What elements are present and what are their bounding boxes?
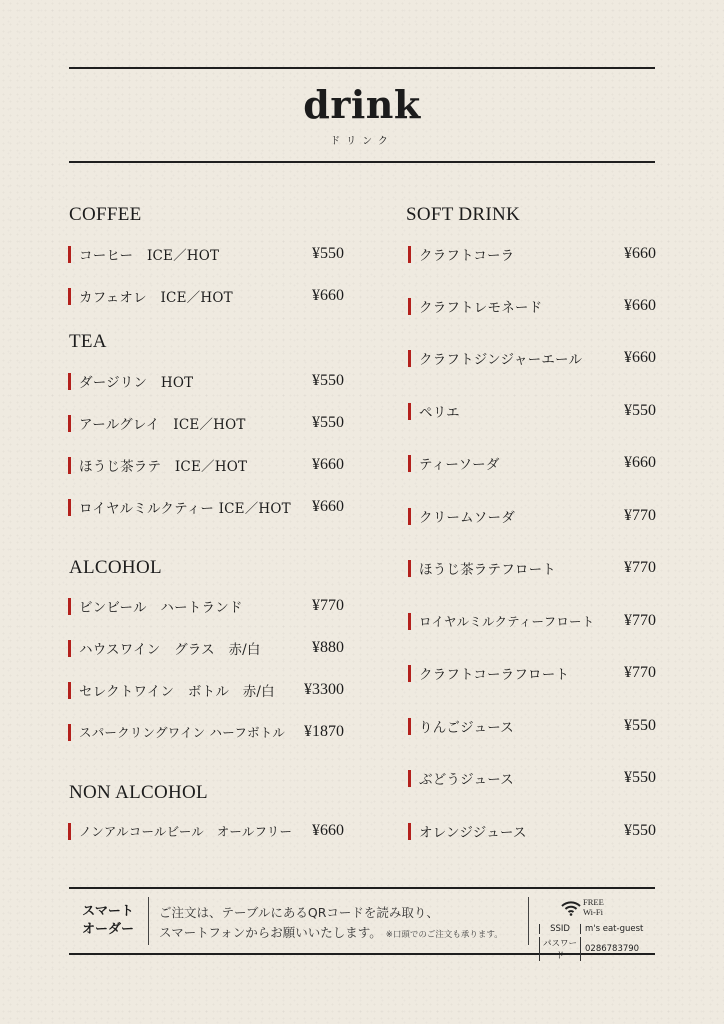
item-price: ¥3300: [304, 681, 344, 698]
item-marker: [408, 350, 411, 367]
item-marker: [408, 665, 411, 682]
menu-item: [408, 453, 656, 473]
ssid-value: m's eat-guest: [585, 924, 644, 934]
item-price: ¥660: [624, 349, 656, 366]
section-title-coffee: COFFEE: [69, 204, 142, 225]
item-name: ペリエ: [419, 405, 460, 421]
item-name: ダージリン HOT: [79, 375, 194, 391]
item-marker: [68, 457, 71, 474]
item-price: ¥550: [312, 245, 344, 262]
item-price: ¥770: [624, 559, 656, 576]
verbal-order-note: ※口頭でのご注文も承ります。: [385, 930, 503, 940]
password-label: パスワード: [539, 937, 581, 961]
item-name: クラフトコーラフロート: [419, 667, 570, 683]
item-name: ノンアルコールビール オールフリー: [79, 824, 293, 839]
item-marker: [408, 613, 411, 630]
item-marker: [68, 640, 71, 657]
item-name: ロイヤルミルクティー ICE／HOT: [79, 501, 291, 517]
item-marker: [408, 770, 411, 787]
menu-item: [68, 722, 344, 742]
menu-item: [408, 611, 656, 631]
order-instructions-line2: スマートフォンからお願いいたします。: [159, 925, 382, 940]
item-marker: [68, 823, 71, 840]
wifi-label: Wi-Fi: [583, 907, 603, 917]
item-price: ¥660: [312, 456, 344, 473]
item-price: ¥660: [312, 287, 344, 304]
item-price: ¥660: [624, 297, 656, 314]
section-title-tea: TEA: [69, 331, 107, 352]
item-marker: [68, 682, 71, 699]
item-name: ぶどうジュース: [419, 772, 514, 788]
item-marker: [408, 823, 411, 840]
item-marker: [68, 499, 71, 516]
menu-item: [68, 638, 344, 658]
section-title-soft-drink: SOFT DRINK: [406, 204, 521, 225]
menu-item: [68, 244, 344, 264]
menu-item: [408, 558, 656, 578]
item-marker: [408, 718, 411, 735]
order-instructions: [159, 903, 503, 945]
item-name: クラフトレモネード: [419, 300, 543, 316]
header-bottom-rule: [69, 161, 655, 163]
item-price: ¥770: [312, 597, 344, 614]
item-price: ¥660: [312, 498, 344, 515]
menu-item: [408, 821, 656, 841]
smart-order-line2: オーダー: [81, 922, 134, 937]
menu-item: [408, 663, 656, 683]
item-name: クリームソーダ: [419, 510, 515, 526]
item-marker: [68, 288, 71, 305]
item-marker: [68, 724, 71, 741]
item-name: りんごジュース: [419, 720, 514, 736]
smart-order-label: [69, 889, 147, 953]
menu-item: [408, 401, 656, 421]
menu-item: [408, 768, 656, 788]
item-price: ¥550: [624, 402, 656, 419]
smart-order-line1: スマート: [82, 904, 134, 919]
item-price: ¥550: [624, 717, 656, 734]
item-price: ¥1870: [304, 723, 344, 740]
menu-item: [68, 821, 344, 841]
ssid-row: [539, 924, 643, 934]
item-price: ¥550: [624, 822, 656, 839]
item-price: ¥550: [624, 769, 656, 786]
item-name: クラフトコーラ: [419, 248, 515, 264]
item-price: ¥660: [624, 245, 656, 262]
item-marker: [408, 298, 411, 315]
item-name: カフェオレ ICE／HOT: [79, 290, 233, 306]
menu-item: [68, 286, 344, 306]
item-price: ¥770: [624, 507, 656, 524]
wifi-badge: [583, 897, 604, 917]
password-value: 0286783790: [585, 944, 640, 954]
item-name: ロイヤルミルクティーフロート: [419, 614, 595, 629]
item-price: ¥660: [624, 454, 656, 471]
item-name: アールグレイ ICE／HOT: [79, 417, 246, 433]
menu-item: [408, 296, 656, 316]
item-price: ¥770: [624, 612, 656, 629]
password-row: [539, 937, 639, 961]
menu-item: [68, 371, 344, 391]
item-price: ¥770: [624, 664, 656, 681]
menu-item: [408, 348, 656, 368]
wifi-icon: [561, 900, 581, 916]
ssid-label: SSID: [539, 924, 581, 934]
menu-item: [408, 244, 656, 264]
item-price: ¥880: [312, 639, 344, 656]
item-name: スパークリングワイン ハーフボトル: [79, 725, 286, 740]
item-name: オレンジジュース: [419, 825, 527, 841]
item-marker: [408, 508, 411, 525]
item-marker: [68, 598, 71, 615]
item-name: ビンビール ハートランド: [79, 600, 243, 616]
wifi-free-label: FREE: [583, 897, 604, 907]
menu-item: [68, 455, 344, 475]
item-name: ほうじ茶ラテフロート: [419, 562, 556, 578]
item-marker: [408, 560, 411, 577]
item-marker: [408, 403, 411, 420]
item-marker: [408, 455, 411, 472]
wifi-info: [539, 895, 655, 961]
item-name: コーヒー ICE／HOT: [79, 248, 220, 264]
item-marker: [68, 373, 71, 390]
header-top-rule: [69, 67, 655, 69]
menu-item: [68, 596, 344, 616]
item-name: クラフトジンジャーエール: [419, 352, 583, 368]
item-price: ¥550: [312, 372, 344, 389]
footer-divider: [528, 897, 529, 945]
item-name: ティーソーダ: [419, 457, 500, 473]
item-name: ハウスワイン グラス 赤/白: [79, 642, 261, 658]
item-name: ほうじ茶ラテ ICE／HOT: [79, 459, 248, 475]
smart-order-footer: [69, 887, 655, 961]
item-price: ¥550: [312, 414, 344, 431]
menu-item: [408, 716, 656, 736]
menu-item: [68, 497, 344, 517]
menu-item: [408, 506, 656, 526]
item-name: セレクトワイン ボトル 赤/白: [79, 684, 275, 700]
menu-item: [68, 413, 344, 433]
page-subtitle: ドリンク: [330, 136, 394, 147]
section-title-alcohol: ALCOHOL: [69, 557, 162, 578]
section-title-non-alcohol: NON ALCOHOL: [69, 782, 208, 803]
order-instructions-line1: ご注文は、テーブルにあるQRコードを読み取り、: [159, 905, 439, 920]
item-price: ¥660: [312, 822, 344, 839]
menu-item: [68, 680, 344, 700]
page-title: drink: [303, 82, 421, 127]
item-marker: [68, 415, 71, 432]
footer-divider: [148, 897, 149, 945]
item-marker: [408, 246, 411, 263]
item-marker: [68, 246, 71, 263]
